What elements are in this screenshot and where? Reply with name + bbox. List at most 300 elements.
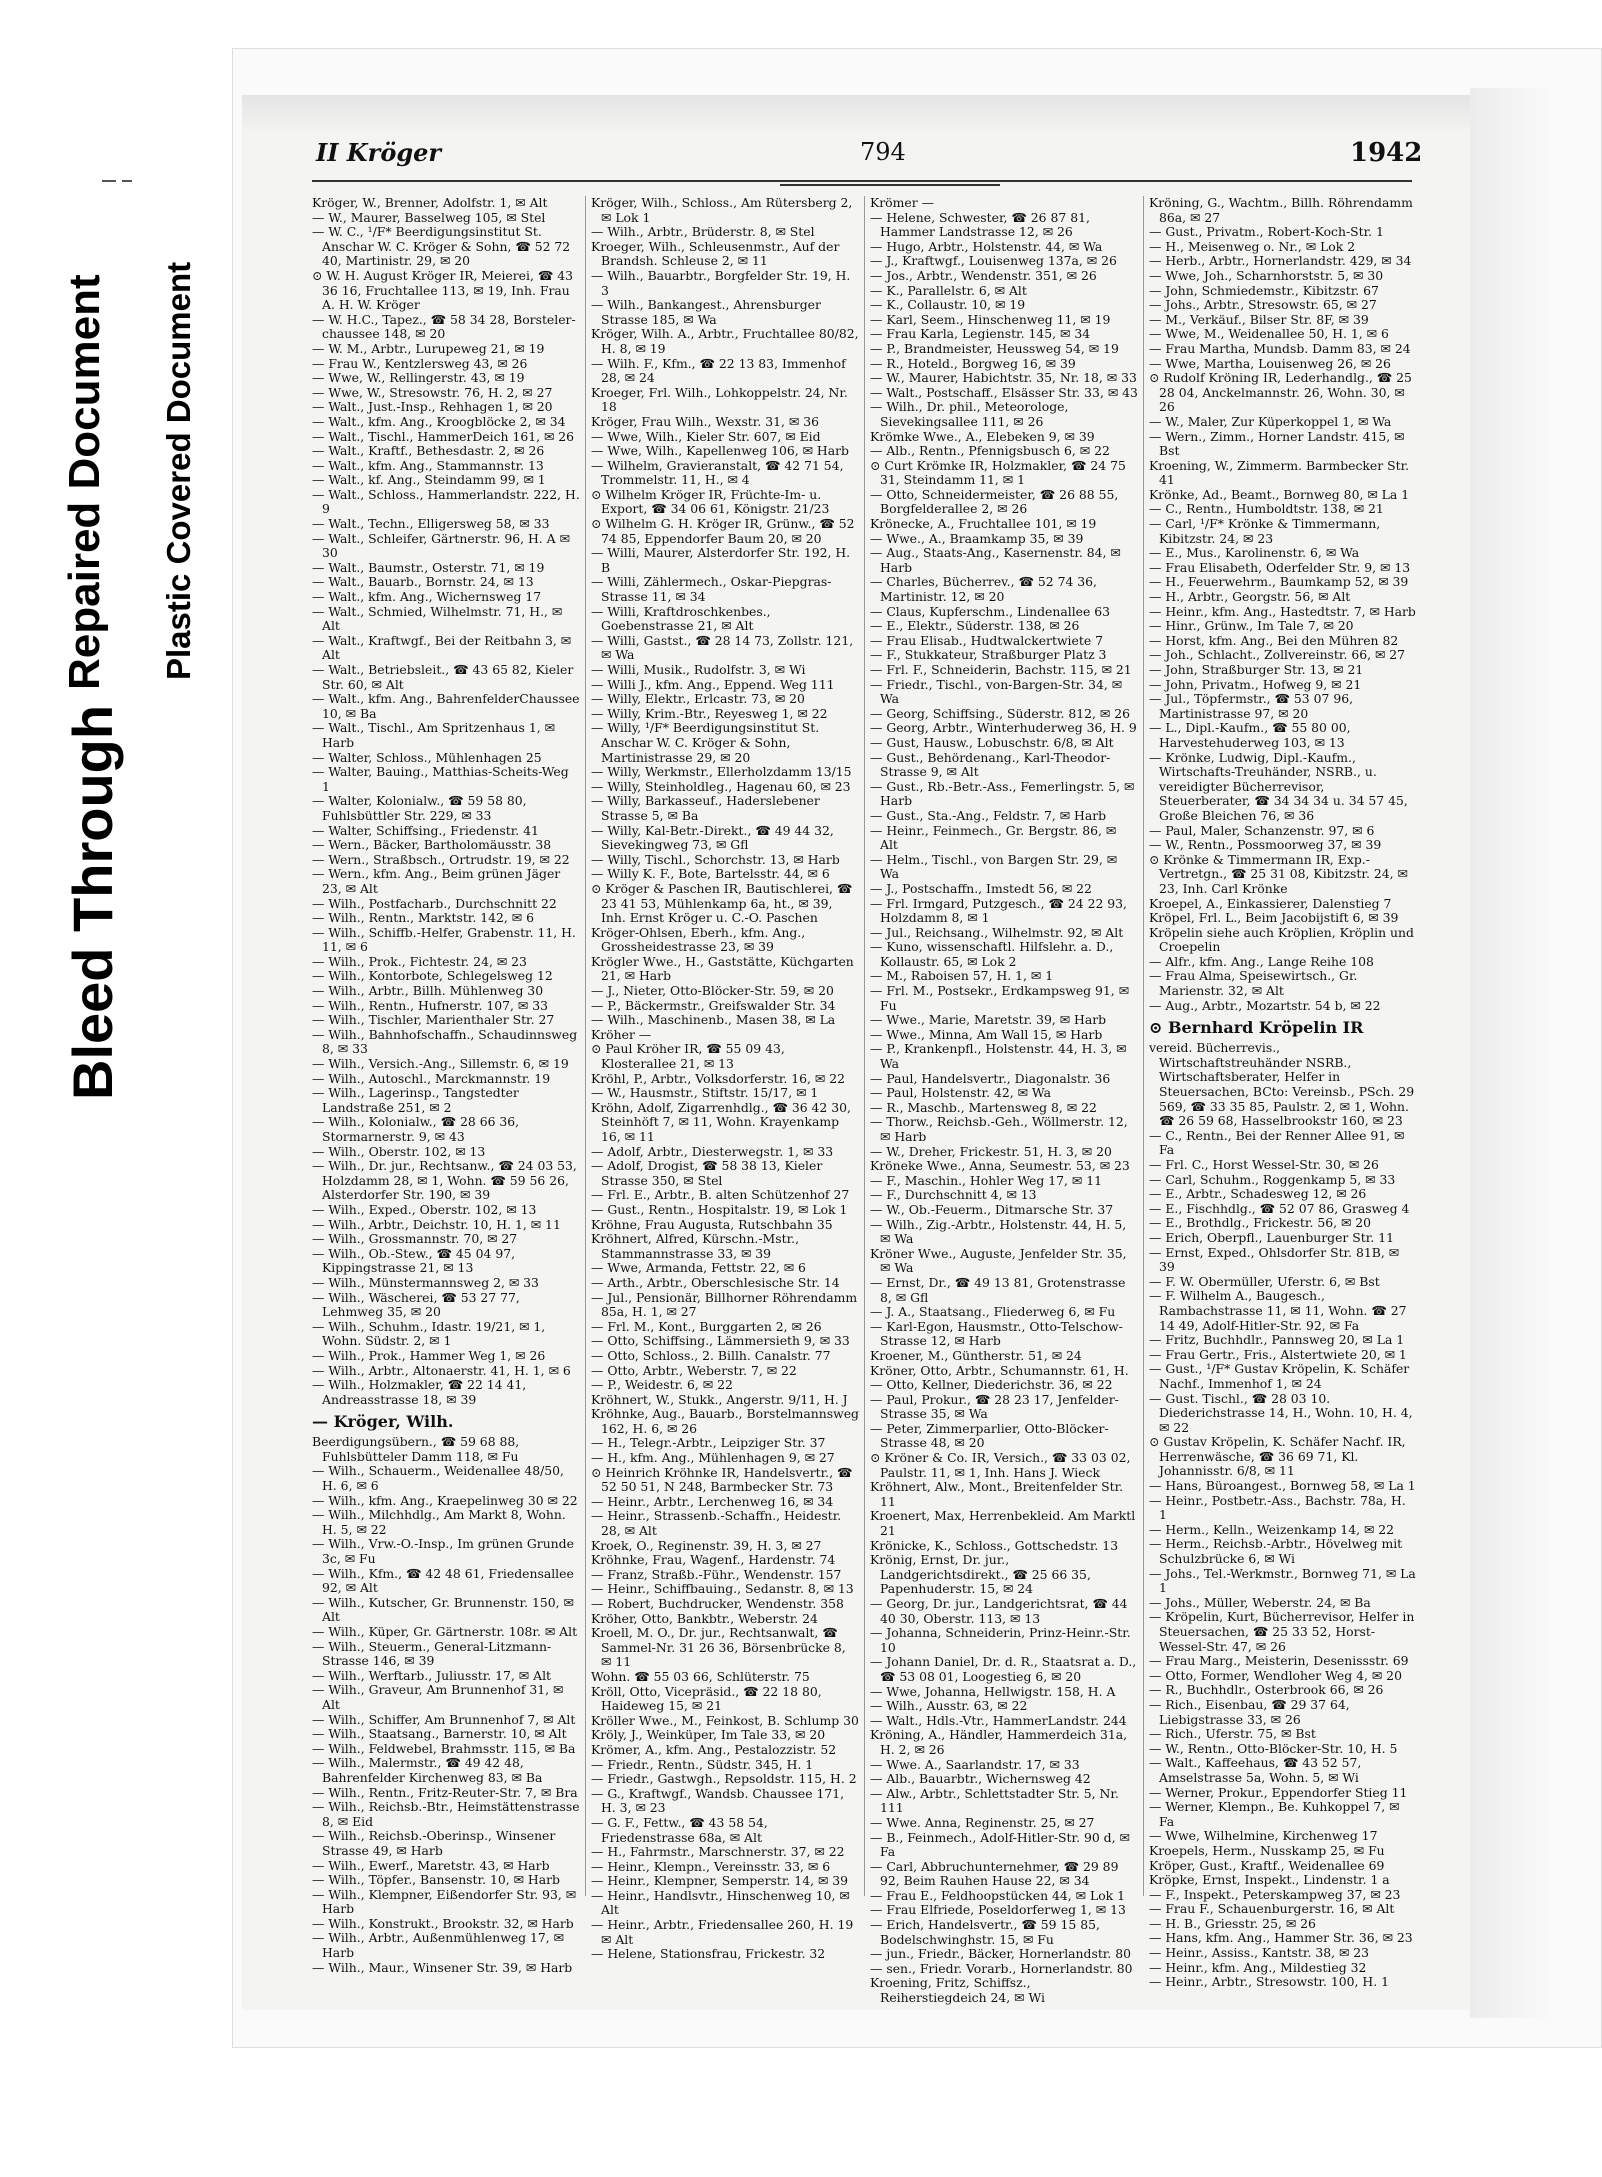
directory-entry: — Alfr., kfm. Ang., Lange Reihe 108: [1149, 953, 1374, 969]
directory-entry: — Wilh., Tischler, Marienthaler Str. 27: [312, 1012, 555, 1028]
directory-entry: — Jul., Töpfermstr., ☎ 53 07 96, Martinistrasse 97, ✉ 20: [1149, 691, 1354, 721]
directory-entry: — Herb., Arbtr., Hornerlandstr. 429, ✉ 34: [1149, 253, 1412, 269]
directory-entry: — L., Dipl.-Kaufm., ☎ 55 80 00, Harvestehuderweg 103, ✉ 13: [1149, 720, 1351, 750]
directory-entry: — Erich, Oberpfl., Lauenburger Str. 11: [1149, 1229, 1394, 1245]
directory-entry: Kröger, Frau Wilh., Wexstr. 31, ✉ 36: [591, 413, 819, 429]
directory-entry: Kroek, O., Reginenstr. 39, H. 3, ✉ 27: [591, 1537, 822, 1553]
directory-entry: — Wilh., Holzmakler, ☎ 22 14 41, Andreasstrasse 18, ✉ 39: [312, 1377, 527, 1407]
directory-entry: — W., Ob.-Feuerm., Ditmarsche Str. 37: [870, 1201, 1114, 1217]
directory-entry: — Paul, Handelsvertr., Diagonalstr. 36: [870, 1070, 1111, 1086]
directory-entry: — Horst, kfm. Ang., Bei den Mühren 82: [1149, 632, 1399, 648]
directory-entry: — Heinr., Feinmech., Gr. Bergstr. 86, ✉ Alt: [870, 822, 1117, 853]
directory-entry: — Wilh., Prok., Hammer Weg 1, ✉ 26: [312, 1347, 546, 1363]
directory-entry: — Wwe., A., Braamkamp 35, ✉ 39: [870, 530, 1084, 546]
directory-entry: — F., Durchschnitt 4, ✉ 13: [870, 1187, 1037, 1203]
directory-entry: — Frau W., Kentzlersweg 43, ✉ 26: [312, 355, 528, 371]
directory-entry: — Wilh., Schauerm., Weidenallee 48/50, H. 6, ✉ 6: [312, 1463, 564, 1494]
directory-entry: — Wilh., Postfacharb., Durchschnitt 22: [312, 895, 557, 911]
directory-entry: Kröll, Otto, Vicepräsid., ☎ 22 18 80, Haideweg 15, ✉ 21: [591, 1683, 822, 1714]
directory-entry: — Walt., Bauarb., Bornstr. 24, ✉ 13: [312, 574, 534, 590]
column-3: [870, 195, 1138, 2006]
directory-entry: — Walt., kfm. Ang., BahrenfelderChaussee 10, ✉ Ba: [312, 691, 580, 721]
directory-entry: — Gust., Sta.-Ang., Feldstr. 7, ✉ Harb: [870, 807, 1107, 823]
directory-entry: — Wilh., Konstrukt., Brookstr. 32, ✉ Harb: [312, 1915, 574, 1931]
directory-entry: Kröhnert, Alfred, Kürschn.-Mstr., Stammannstrasse 33, ✉ 39: [591, 1231, 800, 1261]
directory-entry: Krömer, A., kfm. Ang., Pestalozzistr. 52: [591, 1741, 837, 1757]
directory-entry: — Wilh., Kontorbote, Schlegelsweg 12: [312, 968, 553, 984]
directory-entry: — H., Meisenweg o. Nr., ✉ Lok 2: [1149, 238, 1356, 254]
directory-entry: — Ernst, Exped., Ohlsdorfer Str. 81B, ✉ 39: [1149, 1244, 1400, 1275]
directory-entry: — Rich., Uferstr. 75, ✉ Bst: [1149, 1726, 1316, 1742]
directory-entry: — Kuno, wissenschaftl. Hilfslehr. a. D., Kollaustr. 65, ✉ Lok 2: [870, 939, 1114, 969]
directory-entry: — Wilh., Arbtr., Billh. Mühlenweg 30: [312, 983, 544, 999]
directory-entry: — Wilh., kfm. Ang., Kraepelinweg 30 ✉ 22: [312, 1492, 578, 1508]
directory-entry: — Wilh., Ob.-Stew., ☎ 45 04 97, Kippingstrasse 21, ✉ 13: [312, 1245, 516, 1276]
directory-entry: Kroepels, Herm., Nusskamp 25, ✉ Fu: [1149, 1842, 1385, 1858]
directory-entry: — Paul, Prokur., ☎ 28 23 17, Jenfelder-Strasse 35, ✉ Wa: [870, 1391, 1119, 1422]
directory-entry: Kroenert, Max, Herrenbekleid. Am Marktl 21: [870, 1508, 1136, 1539]
directory-entry: Kröher —: [591, 1026, 652, 1042]
directory-entry: — P., Brandmeister, Heussweg 54, ✉ 19: [870, 340, 1119, 356]
directory-entry: — Wilh., Dr. jur., Rechtsanw., ☎ 24 03 53, Holzdamm 28, ✉ 1, Wohn. ☎ 59 56 26, Alsterdorfer Str. 190, ✉ 39: [312, 1158, 577, 1203]
directory-entry: — J. A., Staatsang., Fliederweg 6, ✉ Fu: [870, 1304, 1116, 1320]
directory-entry: — Heinr., Handlsvtr., Hinschenweg 10, ✉ Alt: [591, 1887, 850, 1918]
directory-columns: [312, 195, 1416, 2006]
directory-entry: — Walt., Schloss., Hammerlandstr. 222, H. 9: [312, 486, 580, 517]
directory-entry: — Walter, Schiffsing., Friedenstr. 41: [312, 822, 539, 838]
directory-entry: — Kröger, Wilh.: [312, 1412, 454, 1432]
header-rule: [312, 180, 1412, 182]
directory-entry: — Willi, Musik., Rudolfstr. 3, ✉ Wi: [591, 662, 806, 677]
directory-entry: — W., Rentn., Otto-Blöcker-Str. 10, H. 5: [1149, 1740, 1398, 1756]
directory-entry: Kroener, M., Güntherstr. 51, ✉ 24: [870, 1347, 1082, 1363]
directory-entry: — Heinr., Klempn., Vereinsstr. 33, ✉ 6: [591, 1858, 831, 1874]
directory-entry: — E., Arbtr., Schadesweg 12, ✉ 26: [1149, 1186, 1367, 1202]
directory-entry: — Willy, Elektr., Erlcastr. 73, ✉ 20: [591, 691, 805, 707]
directory-entry: — John, Privatm., Hofweg 9, ✉ 21: [1149, 676, 1362, 692]
directory-entry: — Walt., Schleifer, Gärtnerstr. 96, H. A ✉ 30: [312, 530, 570, 561]
directory-entry: — Friedr., Gastwgh., Repsoldstr. 115, H. 2: [591, 1771, 857, 1787]
directory-entry: — Wern., Straßbsch., Ortrudstr. 19, ✉ 22: [312, 851, 570, 867]
directory-entry: — Wilh., Kfm., ☎ 42 48 61, Friedensallee 92, ✉ Alt: [312, 1565, 574, 1596]
directory-entry: Kröper, Gust., Kraftf., Weidenallee 69: [1149, 1857, 1385, 1873]
directory-entry: Kroening, Fritz, Schiffsz., Reiherstiegdeich 24, ✉ Wi: [870, 1975, 1045, 2006]
directory-entry: ⊙ Curt Krömke IR, Holzmakler, ☎ 24 75 31, Steindamm 11, ✉ 1: [870, 457, 1126, 488]
directory-entry: Krömer —: [870, 195, 934, 210]
directory-entry: — Aug., Staats-Ang., Kasernenstr. 84, ✉ Harb: [870, 545, 1121, 575]
directory-entry: — Frau E., Feldhoopstücken 44, ✉ Lok 1: [870, 1887, 1125, 1903]
directory-entry: — Franz, Straßb.-Führ., Wendenstr. 157: [591, 1566, 842, 1582]
directory-entry: — Willy K. F., Bote, Bartelsstr. 44, ✉ 6: [591, 866, 830, 882]
directory-entry: — Walt., Kraftwgf., Bei der Reitbahn 3, ✉ Alt: [312, 632, 572, 663]
directory-entry: — Aug., Arbtr., Mozartstr. 54 b, ✉ 22: [1149, 997, 1381, 1013]
directory-entry: — Heinr., Schiffbauing., Sedanstr. 8, ✉ 13: [591, 1581, 854, 1597]
directory-entry: Krömke Wwe., A., Elebeken 9, ✉ 39: [870, 428, 1095, 444]
directory-entry: — Frau Elisab., Hudtwalckertwiete 7: [870, 632, 1103, 648]
directory-entry: ⊙ Kröner & Co. IR, Versich., ☎ 33 03 02, Paulstr. 11, ✉ 1, Inh. Hans J. Wieck: [870, 1450, 1131, 1480]
directory-entry: — Wilh., Arbtr., Deichstr. 10, H. 1, ✉ 11: [312, 1216, 561, 1232]
directory-entry: Kroeger, Wilh., Schleusenmstr., Auf der Brandsh. Schleuse 2, ✉ 11: [591, 238, 840, 269]
directory-entry: — Johs., Tel.-Werkmstr., Bornweg 71, ✉ La 1: [1149, 1565, 1416, 1596]
directory-entry: ⊙ Paul Kröher IR, ☎ 55 09 43, Klosterallee 21, ✉ 13: [591, 1041, 785, 1072]
directory-entry: — R., Maschb., Martensweg 8, ✉ 22: [870, 1099, 1097, 1115]
directory-entry: — Wilh., Ausstr. 63, ✉ 22: [870, 1698, 1028, 1714]
directory-entry: Kröger, Wilh. A., Arbtr., Fruchtallee 80/82, H. 8, ✉ 19: [591, 326, 859, 356]
directory-entry: — Fritz, Buchhdlr., Pannsweg 20, ✉ La 1: [1149, 1332, 1405, 1348]
directory-entry: — Karl-Egon, Hausmstr., Otto-Telschow-Strasse 12, ✉ Harb: [870, 1318, 1123, 1349]
directory-entry: Kröger-Ohlsen, Eberh., kfm. Ang., Grossheidestrasse 23, ✉ 39: [591, 924, 806, 955]
directory-entry: — Arth., Arbtr., Oberschlesische Str. 14: [591, 1274, 840, 1290]
directory-entry: — Wilh., Rentn., Fritz-Reuter-Str. 7, ✉ Bra: [312, 1784, 578, 1800]
directory-entry: — Gust, Hausw., Lobuschstr. 6/8, ✉ Alt: [870, 734, 1114, 750]
directory-entry: Kröhl, P., Arbtr., Volksdorferstr. 16, ✉ 22: [591, 1070, 846, 1086]
directory-entry: — Heinr., Assiss., Kantstr. 38, ✉ 23: [1149, 1945, 1370, 1961]
directory-entry: — Willy, Tischl., Schorchstr. 13, ✉ Harb: [591, 851, 840, 867]
directory-entry: — C., Rentn., Bei der Renner Allee 91, ✉ Fa: [1149, 1127, 1405, 1158]
directory-entry: — Wilh., Dr. phil., Meteorologe, Sievekingsallee 111, ✉ 26: [870, 399, 1069, 429]
directory-entry: — J., Postschaffn., Imstedt 56, ✉ 22: [870, 880, 1092, 896]
directory-entry: — Walter, Schloss., Mühlenhagen 25: [312, 749, 542, 765]
directory-entry: — Helm., Tischl., von Bargen Str. 29, ✉ Wa: [870, 851, 1118, 882]
directory-entry: — Willi, Maurer, Alsterdorfer Str. 192, H. B: [591, 545, 851, 575]
year-label: 1942: [1350, 138, 1423, 168]
bleed-through-label: Bleed Through: [61, 704, 124, 1100]
directory-entry: — W. M., Arbtr., Lurupeweg 21, ✉ 19: [312, 340, 545, 356]
directory-entry: — W., Maurer, Habichtstr. 35, Nr. 18, ✉ 33: [870, 370, 1137, 386]
directory-entry: — H., Fahrmstr., Marschnerstr. 37, ✉ 22: [591, 1844, 845, 1860]
directory-entry: Kröly, J., Weinküper, Im Tale 33, ✉ 20: [591, 1727, 826, 1743]
directory-entry: — Wilh., Exped., Oberstr. 102, ✉ 13: [312, 1201, 537, 1217]
directory-entry: — Gust., Behördenang., Karl-Theodor-Strasse 9, ✉ Alt: [870, 749, 1111, 780]
directory-entry: ⊙ Bernhard Kröpelin IR: [1149, 1018, 1364, 1038]
directory-entry: — Heinr., Postbetr.-Ass., Bachstr. 78a, H. 1: [1149, 1492, 1406, 1523]
directory-entry: Kröneke Wwe., Anna, Seumestr. 53, ✉ 23: [870, 1158, 1130, 1174]
header-ornament-rule: [780, 184, 1000, 186]
directory-entry: — Frl. M., Postsekr., Erdkampsweg 91, ✉ Fu: [870, 983, 1130, 1013]
directory-entry: — Otto, Kellner, Diederichstr. 36, ✉ 22: [870, 1377, 1113, 1393]
directory-entry: Kröher, Otto, Bankbtr., Weberstr. 24: [591, 1610, 818, 1626]
directory-entry: — sen., Friedr. Vorarb., Hornerlandstr. 80: [870, 1960, 1133, 1976]
directory-entry: — Willy, Barkasseuf., Haderslebener Strasse 5, ✉ Ba: [591, 793, 820, 823]
directory-entry: — jun., Friedr., Bäcker, Hornerlandstr. 80: [870, 1946, 1132, 1962]
directory-entry: — Willi, Zählermech., Oskar-Piepgras-Strasse 11, ✉ 34: [591, 574, 832, 605]
column-1: [312, 195, 580, 1975]
directory-entry: — Paul, Maler, Schanzenstr. 97, ✉ 6: [1149, 822, 1375, 838]
directory-entry: — Walt., Just.-Insp., Rehhagen 1, ✉ 20: [312, 399, 553, 415]
sidebar-labels: [0, 0, 230, 2177]
directory-entry: — F. Wilhelm A., Baugesch., Rambachstrasse 11, ✉ 11, Wohn. ☎ 27 14 49, Adolf-Hitler-Str. 92, ✉ Fa: [1149, 1288, 1407, 1333]
directory-entry: — H., kfm. Ang., Mühlenhagen 9, ✉ 27: [591, 1450, 835, 1466]
directory-entry: — Wilh., Schiffer, Am Brunnenhof 7, ✉ Alt: [312, 1711, 576, 1727]
directory-entry: — F., Inspekt., Peterskampweg 37, ✉ 23: [1149, 1886, 1401, 1902]
directory-entry: — Wilh., Versich.-Ang., Sillemstr. 6, ✉ 19: [312, 1056, 569, 1072]
directory-entry: — Friedr., Tischl., von-Bargen-Str. 34, ✉ Wa: [870, 676, 1123, 707]
directory-entry: — Frl. Irmgard, Putzgesch., ☎ 24 22 93, Holzdamm 8, ✉ 1: [870, 895, 1127, 926]
directory-entry: — E., Fischhdlg., ☎ 52 07 86, Grasweg 4: [1149, 1200, 1410, 1216]
directory-entry: — Willy, ¹/F* Beerdigungsinstitut St. Anschar W. C. Kröger & Sohn, Martinistrasse 29, ✉ 20: [591, 720, 820, 765]
directory-entry: — Wilh., Reichsb.-Btr., Heimstättenstrasse 8, ✉ Eid: [312, 1799, 580, 1829]
directory-entry: — W., Dreher, Frickestr. 51, H. 3, ✉ 20: [870, 1143, 1112, 1159]
directory-entry: — Walt., Baumstr., Osterstr. 71, ✉ 19: [312, 559, 545, 575]
directory-entry: — Walter, Kolonialw., ☎ 59 58 80, Fuhlsbüttler Str. 229, ✉ 33: [312, 793, 527, 823]
directory-entry: — Heinr., Klempner, Semperstr. 14, ✉ 39: [591, 1873, 849, 1889]
directory-entry: vereid. Bücherrevis., Wirtschaftstreuhänder NSRB., Wirtschaftsberater, Helfer in Steuersachen, BCto: Vereinsb., PSch. 29 569, ☎ 33 35 85, Paulstr. 2, ✉ 1, Wohn. ☎ 26 59 68, Hasselbrookstr 160, ✉ 23: [1149, 1040, 1415, 1129]
directory-entry: Kröhne, Frau Augusta, Rutschbahn 35: [591, 1216, 833, 1232]
directory-entry: — J., Kraftwgf., Louisenweg 137a, ✉ 26: [870, 253, 1117, 269]
directory-entry: — Wilhelm, Gravieranstalt, ☎ 42 71 54, Trommelstr. 11, H., ✉ 4: [591, 457, 844, 488]
directory-entry: — Robert, Buchdrucker, Wendenstr. 358: [591, 1596, 844, 1611]
directory-entry: — John, Straßburger Str. 13, ✉ 21: [1149, 662, 1364, 677]
directory-entry: — Wilh., Kolonialw., ☎ 28 66 36, Stormarnerstr. 9, ✉ 43: [312, 1114, 520, 1144]
directory-entry: — Walt., Betriebsleit., ☎ 43 65 82, Kieler Str. 60, ✉ Alt: [312, 662, 574, 692]
directory-entry: — Krönke, Ludwig, Dipl.-Kaufm., Wirtschafts-Treuhänder, NSRB., u. vereidigter Bücherrevisor, Steuerberater, ☎ 34 34 34 u. 34 57 45, Große Bleichen 76, ✉ 36: [1149, 749, 1408, 823]
directory-entry: — Walt., Kraftf., Bethesdastr. 2, ✉ 26: [312, 443, 545, 459]
directory-entry: — Wwe, Wilhelmine, Kirchenweg 17: [1149, 1828, 1378, 1844]
directory-entry: Kröger, Wilh., Schloss., Am Rütersberg 2, ✉ Lok 1: [591, 195, 853, 225]
directory-entry: — Wwe, W., Rellingerstr. 43, ✉ 19: [312, 370, 525, 386]
directory-entry: Wohn. ☎ 55 03 66, Schlüterstr. 75: [591, 1668, 810, 1684]
directory-entry: — Wilh., Ewerf., Maretstr. 43, ✉ Harb: [312, 1857, 550, 1873]
directory-entry: — Otto, Schneidermeister, ☎ 26 88 55, Borgfelderallee 2, ✉ 26: [870, 486, 1119, 517]
directory-entry: — Wilh., Werftarb., Juliusstr. 17, ✉ Alt: [312, 1667, 552, 1683]
column-4: [1149, 195, 1417, 1990]
directory-entry: — Walt., Techn., Elligersweg 58, ✉ 33: [312, 516, 550, 532]
directory-entry: — Alb., Rentn., Pfennigsbusch 6, ✉ 22: [870, 443, 1110, 459]
directory-entry: — P., Bäckermstr., Greifswalder Str. 34: [591, 997, 836, 1013]
directory-entry: — Wilh., Milchhdlg., Am Markt 8, Wohn. H. 5, ✉ 22: [312, 1507, 566, 1537]
directory-entry: — Werner, Klempn., Be. Kuhkoppel 7, ✉ Fa: [1149, 1799, 1400, 1829]
directory-entry: — Heinr., kfm. Ang., Mildestieg 32: [1149, 1959, 1367, 1975]
directory-entry: — Otto, Schloss., 2. Billh. Canalstr. 77: [591, 1347, 831, 1363]
directory-entry: Kröhnke, Aug., Bauarb., Borstelmannsweg 162, H. 6, ✉ 26: [591, 1406, 859, 1436]
directory-entry: — Wilh., Oberstr. 102, ✉ 13: [312, 1143, 486, 1159]
directory-entry: — Johs., Müller, Weberstr. 24, ✉ Ba: [1149, 1594, 1371, 1610]
directory-entry: — E., Mus., Karolinenstr. 6, ✉ Wa: [1149, 545, 1360, 561]
directory-entry: — Wilh., Steuerm., General-Litzmann-Strasse 146, ✉ 39: [312, 1638, 552, 1669]
directory-entry: Krönke, Ad., Beamt., Bornweg 80, ✉ La 1: [1149, 486, 1410, 502]
directory-entry: — Jos., Arbtr., Wendenstr. 351, ✉ 26: [870, 267, 1097, 283]
directory-entry: — R., Hoteld., Borgweg 16, ✉ 39: [870, 355, 1076, 371]
directory-entry: — Werner, Prokur., Eppendorfer Stieg 11: [1149, 1784, 1408, 1800]
directory-entry: — Wwe., Marie, Maretstr. 39, ✉ Harb: [870, 1012, 1107, 1028]
directory-entry: — Wwe, Martha, Louisenweg 26, ✉ 26: [1149, 355, 1391, 371]
directory-entry: — F., Maschin., Hohler Weg 17, ✉ 11: [870, 1172, 1102, 1188]
directory-entry: — Hans, Büroangest., Bornweg 58, ✉ La 1: [1149, 1478, 1416, 1494]
directory-entry: — Karl, Seem., Hinschenweg 11, ✉ 19: [870, 311, 1111, 327]
directory-entry: — R., Buchhdlr., Osterbrook 66, ✉ 26: [1149, 1682, 1384, 1698]
directory-entry: — Wilh., Autoschl., Marckmannstr. 19: [312, 1070, 551, 1086]
directory-entry: Kröhnert, Alw., Mont., Breitenfelder Str. 11: [870, 1479, 1124, 1509]
directory-entry: — Wilh., Münstermannsweg 2, ✉ 33: [312, 1274, 539, 1290]
directory-entry: Kröpke, Ernst, Inspekt., Lindenstr. 1 a: [1149, 1872, 1390, 1888]
directory-entry: — Walter, Bauing., Matthias-Scheits-Weg 1: [312, 764, 569, 794]
directory-entry: — H., Arbtr., Georgstr. 56, ✉ Alt: [1149, 589, 1351, 605]
directory-entry: — Wwe, Armanda, Fettstr. 22, ✉ 6: [591, 1260, 806, 1276]
directory-entry: Kröning, G., Wachtm., Billh. Röhrendamm 86a, ✉ 27: [1149, 195, 1413, 225]
directory-entry: — Walt., Kaffeehaus, ☎ 43 52 57, Amselstrasse 5a, Wohn. 5, ✉ Wi: [1149, 1755, 1362, 1785]
directory-entry: — Heinr., kfm. Ang., Hastedtstr. 7, ✉ Harb: [1149, 603, 1416, 619]
directory-entry: — Frau Alma, Speisewirtsch., Gr. Marienstr. 32, ✉ Alt: [1149, 968, 1358, 999]
directory-entry: — Otto, Former, Wendloher Weg 4, ✉ 20: [1149, 1667, 1402, 1683]
directory-entry: — Wilh., Maur., Winsener Str. 39, ✉ Harb: [312, 1959, 573, 1975]
directory-entry: — K., Collaustr. 10, ✉ 19: [870, 297, 1026, 313]
directory-entry: — Wilh., Maschinenb., Masen 38, ✉ La: [591, 1012, 836, 1028]
directory-entry: Krönicke, K., Schloss., Gottschedstr. 13: [870, 1537, 1119, 1553]
directory-entry: — Carl, Abbruchunternehmer, ☎ 29 89 92, Beim Rauhen Hause 22, ✉ 34: [870, 1858, 1119, 1889]
directory-entry: Kroeger, Frl. Wilh., Lohkoppelstr. 24, Nr. 18: [591, 384, 848, 415]
directory-entry: — Frau Marg., Meisterin, Desenissstr. 69: [1149, 1653, 1409, 1669]
page-number: 794: [860, 138, 906, 166]
directory-entry: — Rich., Eisenbau, ☎ 29 37 64, Liebigstrasse 33, ✉ 26: [1149, 1696, 1350, 1727]
directory-entry: — Willy, Krim.-Btr., Reyesweg 1, ✉ 22: [591, 705, 828, 721]
directory-entry: — F., Stukkateur, Straßburger Platz 3: [870, 647, 1107, 663]
page-edge-shadow: [1470, 88, 1560, 2018]
directory-entry: ⊙ Krönke & Timmermann IR, Exp.-Vertretgn., ☎ 25 31 08, Kibitzstr. 24, ✉ 23, Inh. Carl Krönke: [1149, 851, 1408, 896]
directory-entry: — Wwe. A., Saarlandstr. 17, ✉ 33: [870, 1756, 1080, 1772]
directory-entry: — Willi, Gastst., ☎ 28 14 73, Zollstr. 121, ✉ Wa: [591, 632, 854, 663]
directory-entry: Kroening, W., Zimmerm. Barmbecker Str. 41: [1149, 457, 1410, 488]
directory-entry: — W., Maurer, Basselweg 105, ✉ Stel: [312, 209, 546, 225]
directory-entry: — Wwe, Wilh., Kapellenweg 106, ✉ Harb: [591, 443, 849, 459]
directory-entry: — Wwe, Johanna, Hellwigstr. 158, H. A: [870, 1683, 1116, 1699]
directory-entry: — Adolf, Arbtr., Diesterwegstr. 1, ✉ 33: [591, 1143, 834, 1159]
directory-entry: Kröhnert, W., Stukk., Angerstr. 9/11, H. J: [591, 1391, 848, 1407]
directory-entry: — Wwe, Joh., Scharnhorststr. 5, ✉ 30: [1149, 267, 1384, 283]
directory-entry: — Wilh., Rentn., Hufnerstr. 107, ✉ 33: [312, 997, 548, 1013]
directory-entry: — Wilh., Grossmannstr. 70, ✉ 27: [312, 1231, 518, 1247]
directory-entry: ⊙ Gustav Kröpelin, K. Schäfer Nachf. IR, Herrenwäsche, ☎ 36 69 71, Kl. Johannisstr. 6/8, ✉ 11: [1149, 1434, 1406, 1479]
directory-entry: — Georg, Arbtr., Winterhuderweg 36, H. 9: [870, 720, 1137, 736]
directory-entry: — W., Maler, Zur Küperkoppel 1, ✉ Wa: [1149, 413, 1392, 429]
directory-entry: ⊙ W. H. August Kröger IR, Meierei, ☎ 43 36 16, Fruchtallee 113, ✉ 19, Inh. Frau A. H. W. Kröger: [312, 267, 573, 313]
directory-entry: — G., Kraftwgf., Wandsb. Chaussee 171, H. 3, ✉ 23: [591, 1785, 845, 1816]
directory-entry: — Frl. M., Kont., Burggarten 2, ✉ 26: [591, 1318, 822, 1334]
directory-entry: Kröhn, Adolf, Zigarrenhdlg., ☎ 36 42 30, Steinhöft 7, ✉ 11, Wohn. Krayenkamp 16, ✉ 11: [591, 1099, 851, 1144]
directory-entry: — Adolf, Drogist, ☎ 58 38 13, Kieler Strasse 350, ✉ Stel: [591, 1158, 823, 1188]
directory-entry: — Otto, Arbtr., Weberstr. 7, ✉ 22: [591, 1362, 797, 1378]
directory-entry: — J., Nieter, Otto-Blöcker-Str. 59, ✉ 20: [591, 983, 834, 999]
directory-entry: — Walt., Postschaff., Elsässer Str. 33, ✉ 43: [870, 384, 1138, 400]
directory-entry: — Erich, Handelsvertr., ☎ 59 15 85, Bodelschwinghstr. 15, ✉ Fu: [870, 1917, 1100, 1947]
directory-entry: ⊙ Rudolf Kröning IR, Lederhandlg., ☎ 25 28 04, Anckelmannstr. 26, Wohn. 30, ✉ 26: [1149, 370, 1412, 415]
directory-entry: — Walt., kfm. Ang., Wichernsweg 17: [312, 589, 542, 605]
directory-entry: — Walt., Tischl., HammerDeich 161, ✉ 26: [312, 428, 575, 444]
directory-entry: — Wilh., Lagerinsp., Tangstedter Landstraße 251, ✉ 2: [312, 1085, 519, 1115]
directory-entry: — Paul, Holstenstr. 42, ✉ Wa: [870, 1085, 1051, 1101]
page-top-shade: [242, 95, 1542, 135]
directory-entry: Krönecke, A., Fruchtallee 101, ✉ 19: [870, 516, 1097, 532]
directory-entry: — Wilh., Reichsb.-Oberinsp., Winsener Strasse 49, ✉ Harb: [312, 1828, 556, 1858]
directory-entry: — Walt., kf. Ang., Steindamm 99, ✉ 1: [312, 472, 546, 488]
directory-entry: — Wwe., Minna, Am Wall 15, ✉ Harb: [870, 1026, 1103, 1042]
directory-entry: — M., Verkäuf., Bilser Str. 8F, ✉ 39: [1149, 311, 1369, 327]
directory-entry: — Heinr., Strassenb.-Schaffn., Heidestr. 28, ✉ Alt: [591, 1508, 842, 1539]
directory-entry: — Wwe, W., Stresowstr. 76, H. 2, ✉ 27: [312, 384, 553, 400]
directory-entry: — Wilh., Klempner, Eißendorfer Str. 93, ✉ Harb: [312, 1886, 577, 1917]
directory-entry: Kröning, A., Händler, Hammerdeich 31a, H. 2, ✉ 26: [870, 1727, 1128, 1757]
directory-entry: — Carl, Schuhm., Roggenkamp 5, ✉ 33: [1149, 1171, 1396, 1187]
directory-entry: — Jul., Pensionär, Billhorner Röhrendamm 85a, H. 1, ✉ 27: [591, 1289, 858, 1320]
margin-tick: [102, 180, 116, 182]
directory-entry: ⊙ Wilhelm Kröger IR, Früchte-Im- u. Export, ☎ 34 06 61, Königstr. 21/23: [591, 486, 830, 517]
directory-entry: Kroepel, A., Einkassierer, Dalenstieg 7: [1149, 895, 1392, 911]
directory-entry: — Charles, Bücherrev., ☎ 52 74 36, Martinistr. 12, ✉ 20: [870, 574, 1097, 605]
directory-entry: — Claus, Kupferschm., Lindenallee 63: [870, 603, 1111, 619]
directory-entry: — Helene, Stationsfrau, Frickestr. 32: [591, 1946, 826, 1962]
directory-entry: — Wilh. F., Kfm., ☎ 22 13 83, Immenhof 28, ✉ 24: [591, 355, 846, 386]
directory-entry: — P., Krankenpfl., Holstenstr. 44, H. 3, ✉ Wa: [870, 1041, 1127, 1072]
directory-entry: ⊙ Wilhelm G. H. Kröger IR, Grünw., ☎ 52 74 85, Eppendorfer Baum 20, ✉ 20: [591, 516, 855, 546]
directory-entry: — Heinr., Arbtr., Stresowstr. 100, H. 1: [1149, 1974, 1389, 1990]
directory-entry: — Wilh., Staatsang., Barnerstr. 10, ✉ Alt: [312, 1726, 567, 1742]
directory-entry: — Wilh., Feldwebel, Brahmsstr. 115, ✉ Ba: [312, 1740, 576, 1756]
directory-entry: — P., Weidestr. 6, ✉ 22: [591, 1377, 733, 1393]
directory-entry: — Johs., Arbtr., Stresowstr. 65, ✉ 27: [1149, 297, 1377, 313]
directory-entry: — Wilh., Bahnhofschaffn., Schaudinnsweg 8, ✉ 33: [312, 1026, 578, 1057]
directory-entry: — W. H.C., Tapez., ☎ 58 34 28, Borsteler-chaussee 148, ✉ 20: [312, 311, 576, 342]
directory-entry: — H., Telegr.-Arbtr., Leipziger Str. 37: [591, 1435, 826, 1451]
directory-entry: — Jul., Reichsang., Wilhelmstr. 92, ✉ Alt: [870, 924, 1124, 940]
directory-entry: — Gust., Rb.-Betr.-Ass., Femerlingstr. 5, ✉ Harb: [870, 778, 1135, 809]
directory-entry: — Frl. E., Arbtr., B. alten Schützenhof 27: [591, 1187, 850, 1203]
directory-entry: — Wilh., Zig.-Arbtr., Holstenstr. 44, H. 5, ✉ Wa: [870, 1216, 1127, 1247]
directory-entry: — Wwe, Wilh., Kieler Str. 607, ✉ Eid: [591, 428, 821, 444]
directory-entry: — Wilh., Rentn., Marktstr. 142, ✉ 6: [312, 910, 534, 926]
directory-entry: Kröger, W., Brenner, Adolfstr. 1, ✉ Alt: [312, 195, 548, 210]
directory-entry: ⊙ Kröger & Paschen IR, Bautischlerei, ☎ 23 41 53, Mühlenkamp 6a, ht., ✉ 39, Inh. Ernst Kröger u. C.-O. Paschen: [591, 880, 853, 926]
directory-entry: — C., Rentn., Humboldtstr. 138, ✉ 21: [1149, 501, 1384, 517]
directory-entry: — Wilh., Vrw.-O.-Insp., Im grünen Grunde 3c, ✉ Fu: [312, 1536, 574, 1567]
directory-entry: — Wilh., Bauarbtr., Borgfelder Str. 19, H. 3: [591, 267, 851, 298]
directory-entry: Kröner Wwe., Auguste, Jenfelder Str. 35, ✉ Wa: [870, 1245, 1127, 1276]
directory-entry: — Frau F., Schauenburgerstr. 16, ✉ Alt: [1149, 1901, 1395, 1917]
directory-entry: — G. F., Fettw., ☎ 43 58 54, Friedenstrasse 68a, ✉ Alt: [591, 1814, 768, 1845]
directory-entry: — Heinr., Arbtr., Lerchenweg 16, ✉ 34: [591, 1493, 834, 1509]
directory-entry: — Kröpelin, Kurt, Bücherrevisor, Helfer in Steuersachen, ☎ 25 33 52, Horst-Wessel-Str. 47, ✉ 26: [1149, 1609, 1415, 1654]
directory-entry: — H. B., Griesstr. 25, ✉ 26: [1149, 1915, 1316, 1931]
directory-entry: — Ernst, Dr., ☎ 49 13 81, Grotenstrasse 8, ✉ Gfl: [870, 1274, 1126, 1305]
directory-entry: — E., Brothdlg., Frickestr. 56, ✉ 20: [1149, 1215, 1372, 1231]
directory-entry: — Walt., Tischl., Am Spritzenhaus 1, ✉ Harb: [312, 720, 555, 750]
directory-entry: — Hans, kfm. Ang., Hammer Str. 36, ✉ 23: [1149, 1930, 1413, 1946]
directory-entry: — Carl, ¹/F* Krönke & Timmermann, Kibitzstr. 24, ✉ 23: [1149, 516, 1381, 546]
directory-entry: Kroell, M. O., Dr. jur., Rechtsanwalt, ☎ Sammel-Nr. 31 26 36, Börsenbrücke 8, ✉ 11: [591, 1625, 846, 1670]
directory-entry: — Wilh., Töpfer., Bansenstr. 10, ✉ Harb: [312, 1872, 560, 1888]
directory-entry: Kröpel, Frl. L., Beim Jacobijstift 6, ✉ 39: [1149, 910, 1399, 926]
directory-entry: — Otto, Schiffsing., Lämmersieth 9, ✉ 33: [591, 1333, 850, 1349]
directory-entry: — Wilh., Schuhm., Idastr. 19/21, ✉ 1, Wohn. Südstr. 2, ✉ 1: [312, 1318, 546, 1349]
directory-entry: — Wwe. Anna, Reginenstr. 25, ✉ 27: [870, 1814, 1095, 1830]
directory-entry: — M., Raboisen 57, H. 1, ✉ 1: [870, 968, 1054, 984]
directory-entry: — Wilh., Arbtr., Außenmühlenweg 17, ✉ Harb: [312, 1930, 565, 1961]
directory-entry: — Walt., kfm. Ang., Kroogblöcke 2, ✉ 34: [312, 413, 566, 429]
directory-entry: — Johann Daniel, Dr. d. R., Staatsrat a. D., ☎ 53 08 01, Loogestieg 6, ✉ 20: [870, 1654, 1137, 1684]
directory-entry: — Wilh., Wäscherei, ☎ 53 27 77, Lehmweg 35, ✉ 20: [312, 1289, 520, 1320]
directory-entry: — F. W. Obermüller, Uferstr. 6, ✉ Bst: [1149, 1273, 1380, 1289]
directory-entry: Kröhnke, Frau, Wagenf., Hardenstr. 74: [591, 1552, 836, 1568]
directory-entry: — Wern., Zimm., Horner Landstr. 415, ✉ Bst: [1149, 428, 1405, 459]
directory-entry: — Johanna, Schneiderin, Prinz-Heinr.-Str. 10: [870, 1625, 1131, 1655]
directory-entry: Krögler Wwe., H., Gaststätte, Küchgarten 21, ✉ Harb: [591, 953, 854, 984]
directory-entry: — Peter, Zimmerparlier, Otto-Blöcker-Strasse 48, ✉ 20: [870, 1420, 1109, 1451]
column-divider: [864, 196, 865, 1896]
directory-entry: — Willy, Kal-Betr.-Direkt., ☎ 49 44 32, Sievekingweg 73, ✉ Gfl: [591, 822, 834, 853]
directory-entry: — Wern., Bäcker, Bartholomäusstr. 38: [312, 837, 552, 853]
directory-entry: — Walt., Schmied, Wilhelmstr. 71, H., ✉ Alt: [312, 603, 563, 634]
directory-entry: — Gust., Privatm., Robert-Koch-Str. 1: [1149, 224, 1384, 240]
directory-entry: — John, Schmiedemstr., Kibitzstr. 67: [1149, 282, 1379, 298]
directory-entry: — Hugo, Arbtr., Holstenstr. 44, ✉ Wa: [870, 238, 1103, 254]
